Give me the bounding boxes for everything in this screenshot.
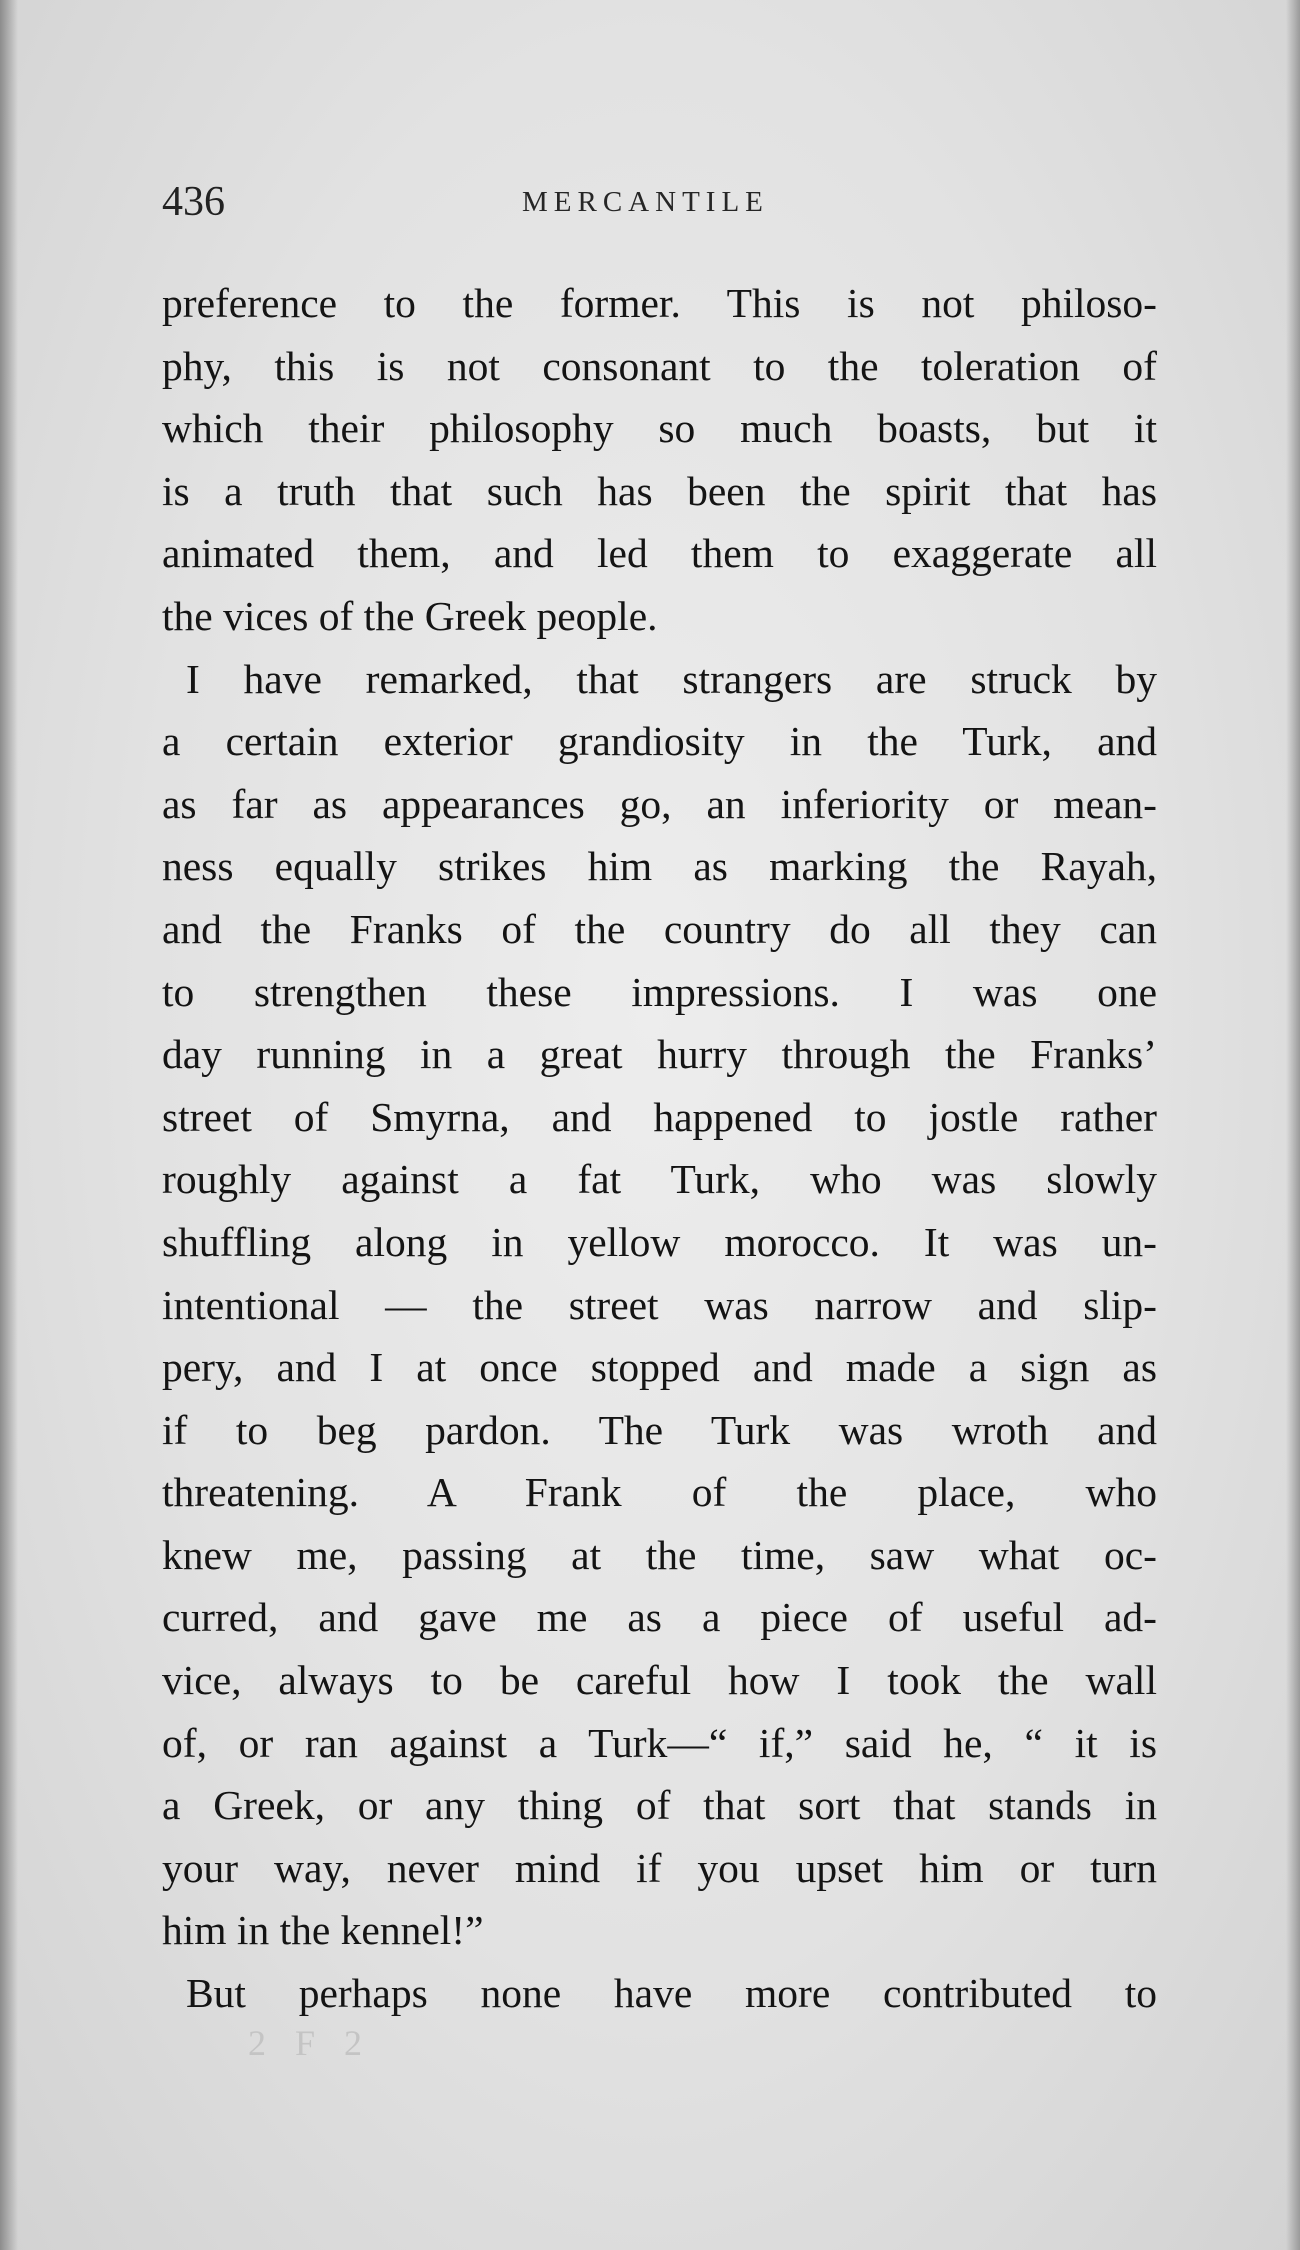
text-line: animated them, and led them to exaggerate all [162,530,1157,577]
signature-mark: 2 F 2 [248,2023,373,2063]
text-line: a certain exterior grandiosity in the Turk, and [162,718,1157,765]
text-line: if to beg pardon. The Turk was wroth and [162,1406,1157,1453]
text-line: roughly against a fat Turk, who was slowly [162,1156,1157,1203]
paragraph [162,272,1157,648]
page-number: 436 [162,179,225,225]
text-line: which their philosophy so much boasts, but it [162,405,1157,452]
text-line: street of Smyrna, and happened to jostle rather [162,1093,1157,1140]
paragraph [162,1962,1157,2025]
text-line: ness equally strikes him as marking the Rayah, [162,843,1157,890]
text-line: shuffling along in yellow morocco. It was un- [162,1218,1157,1265]
paragraph [162,648,1157,1962]
text-line: is a truth that such has been the spirit that has [162,467,1157,514]
text-line: to strengthen these impressions. I was one [162,968,1157,1015]
text-line: pery, and I at once stopped and made a sign as [162,1344,1157,1391]
text-line: preference to the former. This is not philoso- [162,280,1157,326]
text-line: him in the kennel!” [162,1907,484,1954]
text-line: a Greek, or any thing of that sort that stands in [162,1782,1157,1829]
text-line: and the Franks of the country do all they can [162,905,1157,952]
text-line: curred, and gave me as a piece of useful ad- [162,1594,1157,1641]
text-line: threatening. A Frank of the place, who [162,1469,1157,1516]
running-head: MERCANTILE [522,186,769,218]
page-edge-shadow-left [0,0,18,2250]
text-line: of, or ran against a Turk—“ if,” said he, “ it is [162,1719,1157,1766]
text-line: intentional — the street was narrow and slip- [162,1281,1157,1328]
text-line: your way, never mind if you upset him or turn [162,1844,1157,1891]
page-header [162,178,1157,238]
text-line: vice, always to be careful how I took the wall [162,1657,1157,1704]
text-line: But perhaps none have more contributed to [186,1970,1157,2017]
text-line: knew me, passing at the time, saw what oc- [162,1531,1157,1578]
text-line: the vices of the Greek people. [162,592,658,639]
page-edge-shadow-right [1286,0,1300,2250]
body-text [162,272,1157,2025]
text-line: day running in a great hurry through the Franks’ [162,1031,1157,1078]
text-line: phy, this is not consonant to the toleration of [162,342,1157,389]
text-line: I have remarked, that strangers are struck by [186,655,1157,702]
text-line: as far as appearances go, an inferiority or mean- [162,780,1157,827]
